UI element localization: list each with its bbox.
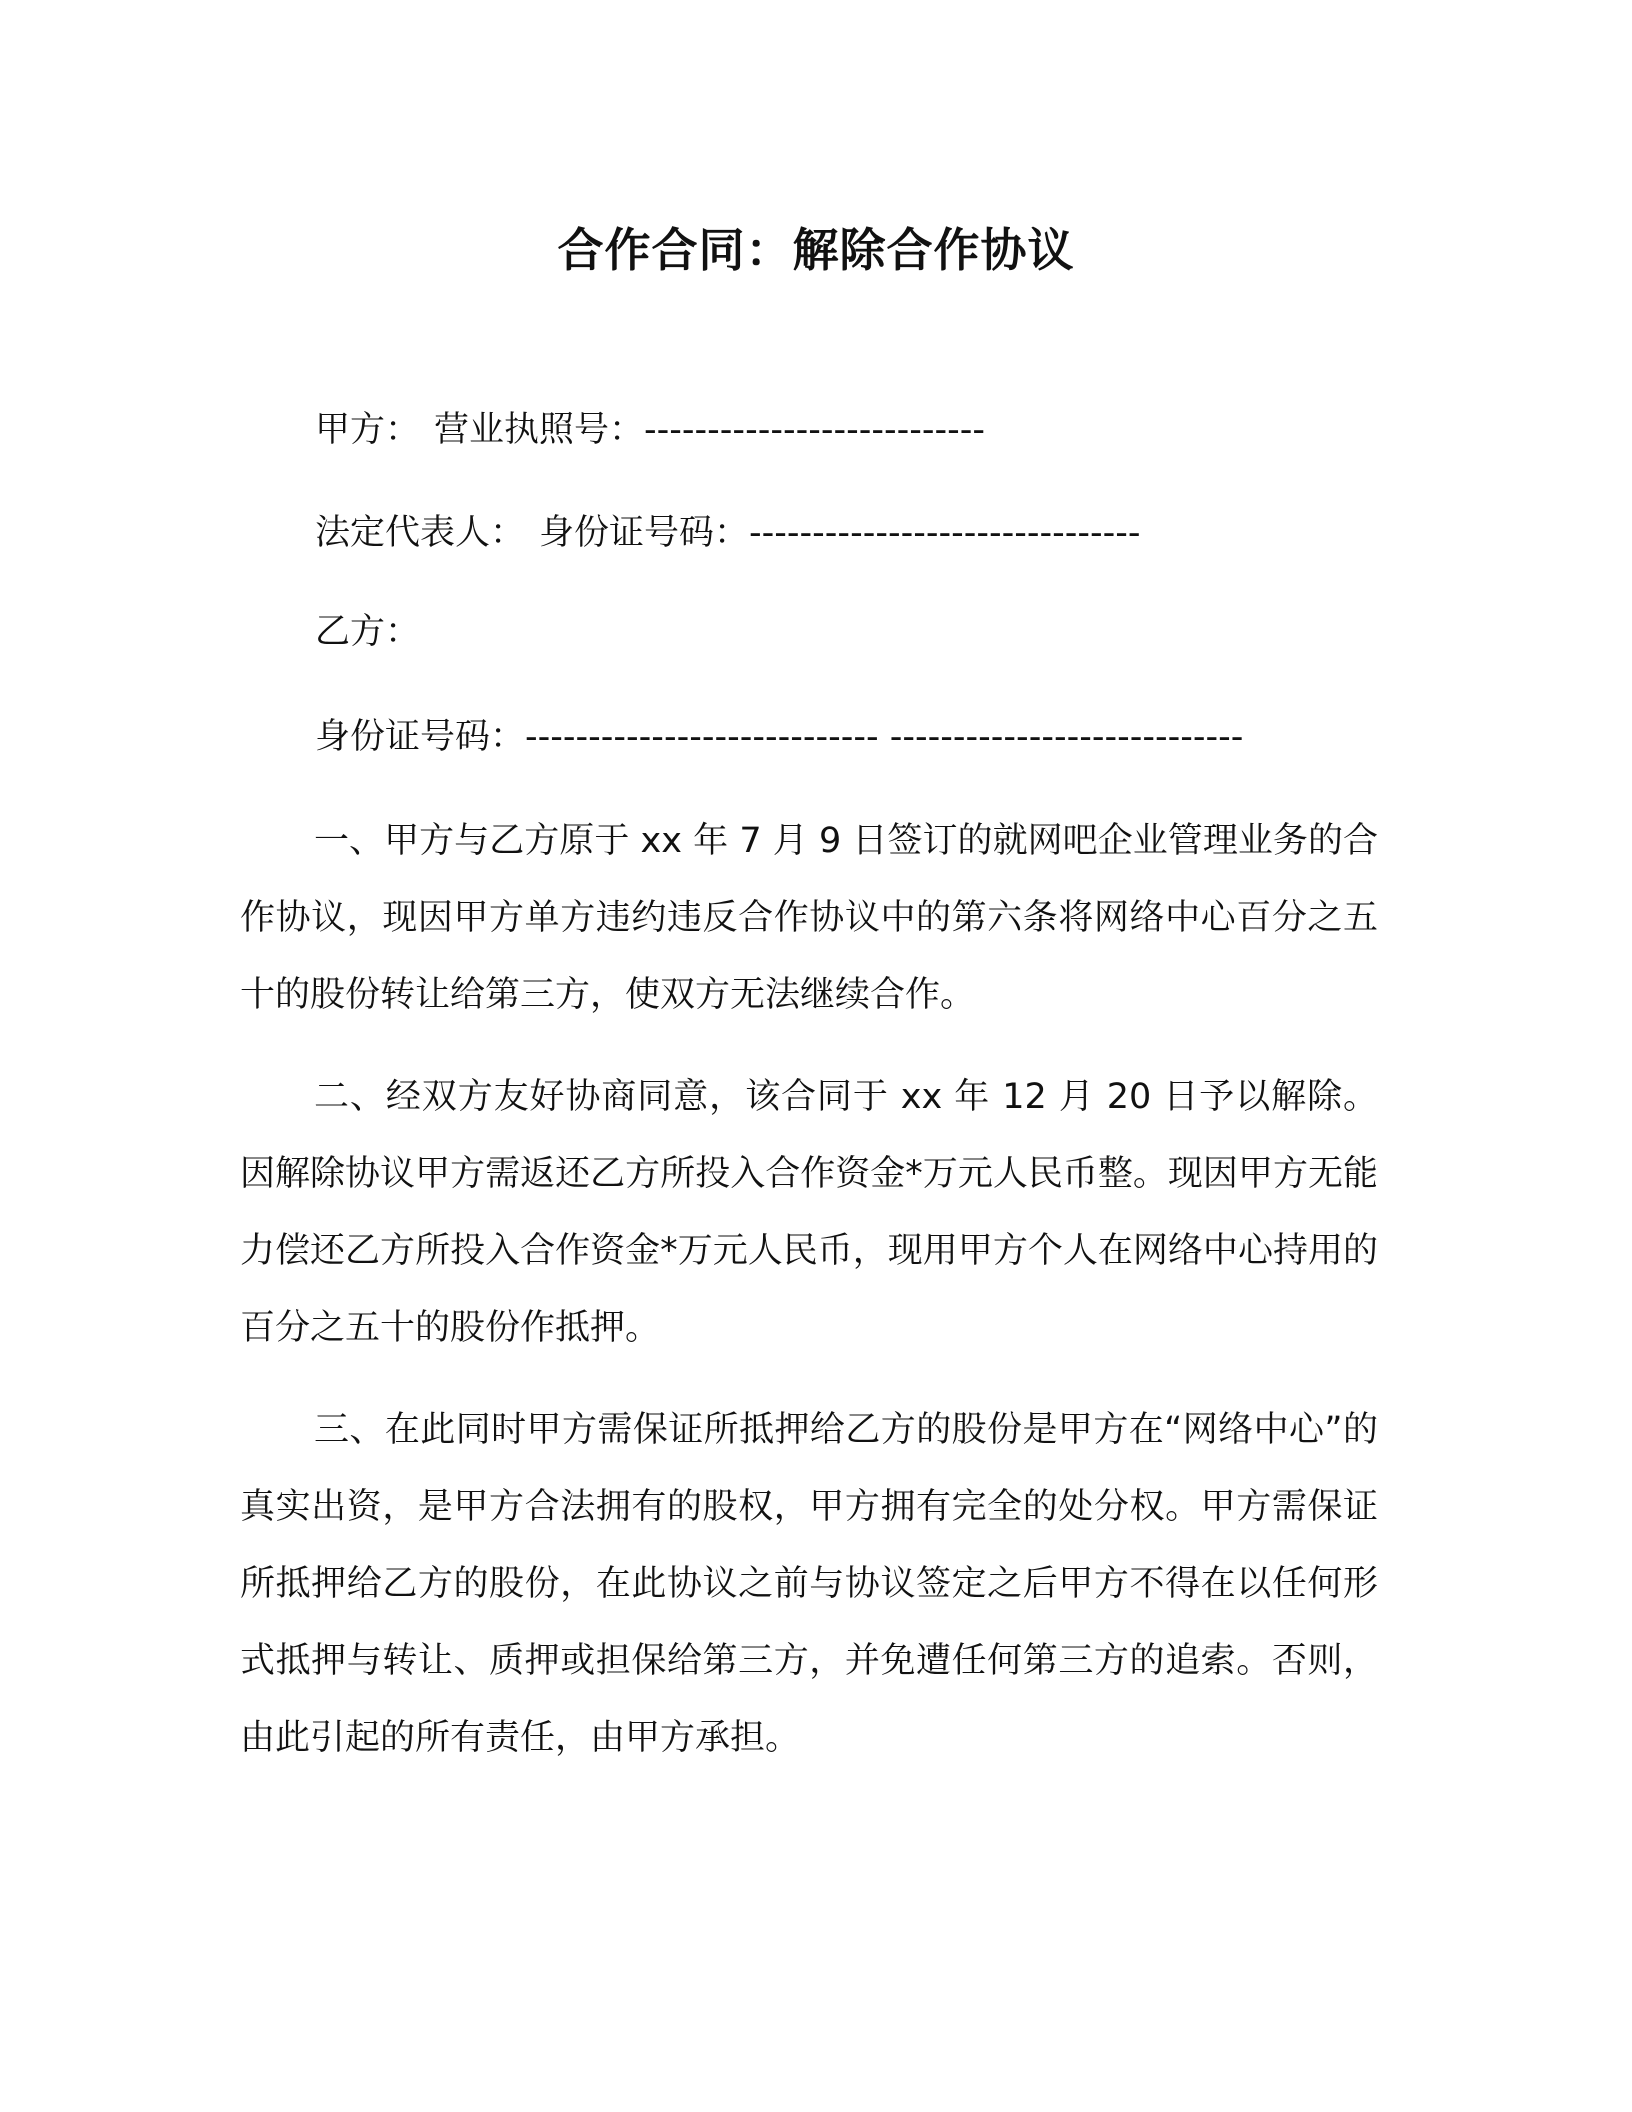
party-a-line: [315, 408, 985, 452]
license-label: 营业执照号：: [434, 410, 645, 450]
legal-rep-line: [315, 511, 1141, 555]
party-b-line: [315, 610, 420, 654]
legal-rep-id-label: 身份证号码：: [539, 513, 750, 553]
document-title: 合作合同：解除合作协议: [557, 223, 1075, 277]
clause-2: 二、经双方友好协商同意，该合同于 xx 年 12 月 20 日予以解除。因解除协议甲方需返还乙方所投入合作资金*万元人民币整。现因甲方无能力偿还乙方所投入合作资金*万元人民币，现用甲方个人在网络中心持用的百分之五十的股份作抵押。: [240, 1077, 1378, 1348]
clause-3: 三、在此同时甲方需保证所抵押给乙方的股份是甲方在“网络中心”的真实出资，是甲方合法拥有的股权，甲方拥有完全的处分权。甲方需保证所抵押给乙方的股份，在此协议之前与协议签定之后甲方不得在以任何形式抵押与转让、质押或担保给第三方，并免遭任何第三方的追索。否则，由此引起的所有责任，由甲方承担。: [240, 1410, 1378, 1758]
party-b-id-label: 身份证号码：: [315, 717, 526, 757]
legal-rep-id-value: -------------------------------: [749, 513, 1141, 553]
license-value: ---------------------------: [644, 410, 986, 450]
party-a-label: 甲方：: [315, 410, 421, 450]
party-b-id-value: ---------------------------- ----------------------------: [525, 717, 1244, 757]
party-b-label: 乙方：: [315, 612, 421, 652]
clause-1: 一、甲方与乙方原于 xx 年 7 月 9 日签订的就网吧企业管理业务的合作协议，现因甲方单方违约违反合作协议中的第六条将网络中心百分之五十的股份转让给第三方，使双方无法继续合作。: [240, 821, 1378, 1015]
legal-rep-label: 法定代表人：: [315, 513, 526, 553]
party-b-id-line: [315, 715, 1243, 759]
